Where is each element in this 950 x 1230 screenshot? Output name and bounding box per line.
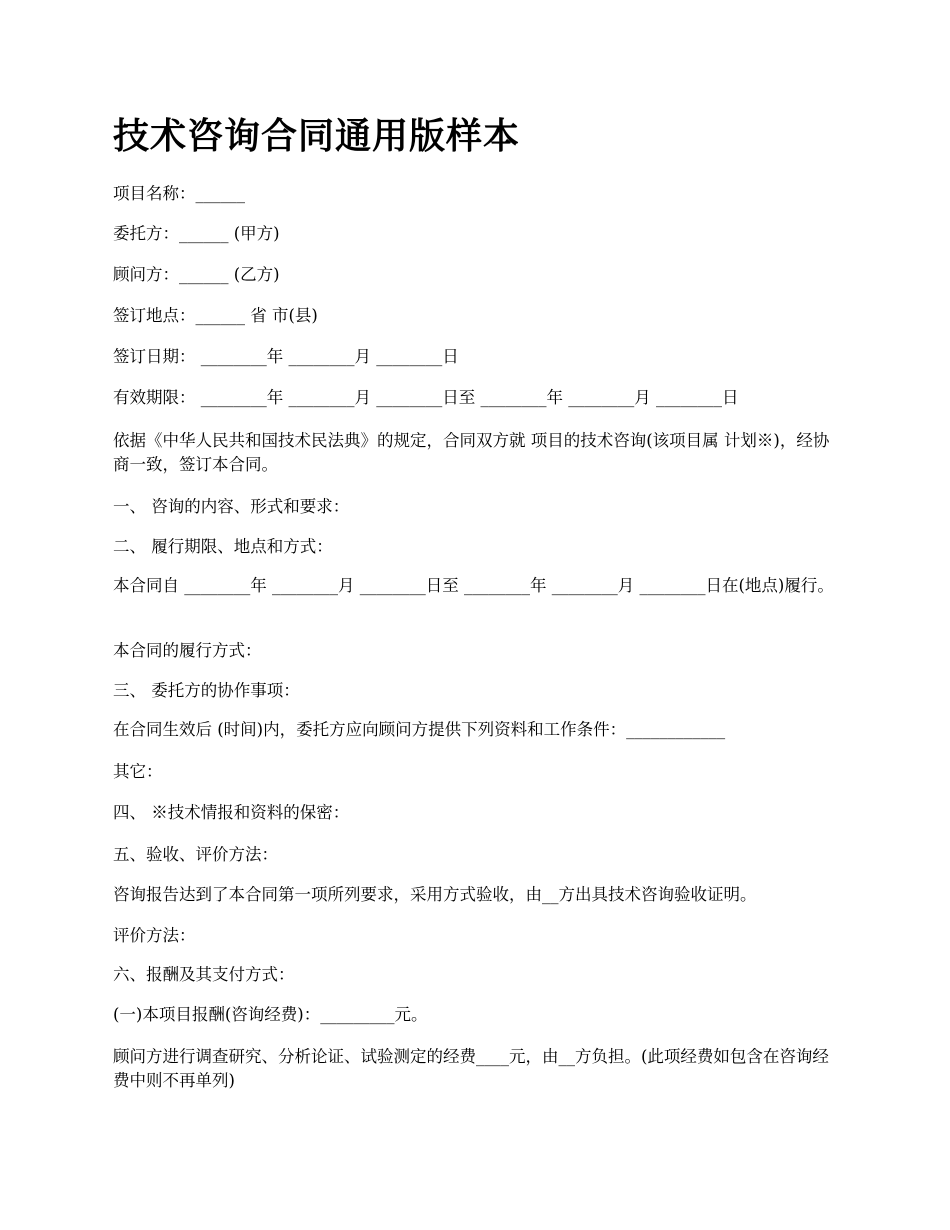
acceptance-paragraph: 咨询报告达到了本合同第一项所列要求，采用方式验收，由__方出具技术咨询验收证明。 — [113, 885, 757, 904]
client-party-line: 委托方：______ (甲方) — [113, 224, 280, 243]
performance-method-line: 本合同的履行方式： — [113, 641, 262, 660]
section-6-heading: 六、报酬及其支付方式： — [113, 965, 295, 984]
evaluation-method-line: 评价方法： — [113, 926, 196, 945]
document-title: 技术咨询合同通用版样本 — [113, 115, 521, 157]
preamble-paragraph: 依据《中华人民共和国技术民法典》的规定，合同双方就 项目的技术咨询(该项目属 计划※)，经协商一致，签订本合同。 — [113, 431, 830, 474]
section-4-heading: 四、 ※技术情报和资料的保密： — [113, 803, 350, 822]
section-5-heading: 五、验收、评价方法： — [113, 845, 278, 864]
signing-date-line: 签订日期： ________年 ________月 ________日 — [113, 347, 459, 366]
section-3-heading: 三、 委托方的协作事项： — [113, 681, 300, 700]
consulting-fee-line: (一)本项目报酬(咨询经费)：_________元。 — [113, 1005, 428, 1024]
section-2-heading: 二、 履行期限、地点和方式： — [113, 537, 333, 556]
expense-paragraph: 顾问方进行调查研究、分析论证、试验测定的经费____元，由__方负担。(此项经费如包含在咨询经费中则不再单列) — [113, 1047, 829, 1090]
consultant-party-line: 顾问方：______ (乙方) — [113, 265, 280, 284]
validity-period-line: 有效期限： ________年 ________月 ________日至 ________年 ________月 ________日 — [113, 388, 739, 407]
performance-period-paragraph: 本合同自 ________年 ________月 ________日至 ________年 ________月 ________日在(地点)履行。 — [113, 576, 834, 595]
other-line: 其它： — [113, 762, 163, 781]
section-1-heading: 一、 咨询的内容、形式和要求： — [113, 497, 350, 516]
project-name-line: 项目名称：______ — [113, 184, 245, 203]
signing-place-line: 签订地点：______ 省 市(县) — [113, 306, 318, 325]
client-provisions-line: 在合同生效后 (时间)内，委托方应向顾问方提供下列资料和工作条件：____________ — [113, 720, 726, 739]
